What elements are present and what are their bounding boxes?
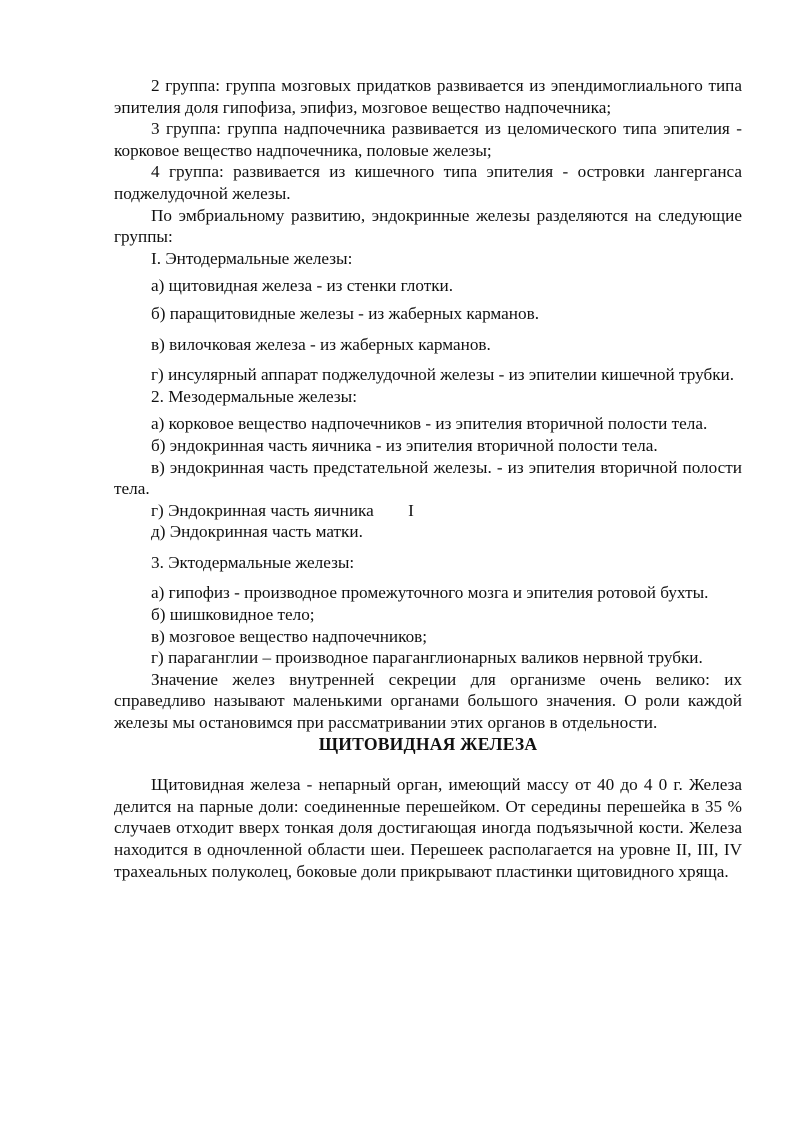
list-item-insular: г) инсулярный аппарат поджелудочной железы - из эпителии кишечной трубки. — [151, 365, 735, 385]
list-item-parathyroid: б) паращитовидные железы - из жаберных карманов. — [151, 303, 540, 323]
list-item-uterus: д) Эндокринная часть матки. — [151, 522, 363, 542]
paragraph-group-3: 3 группа: группа надпочечника развивается из целомического типа эпителия - корковое вещество надпочечника, половые железы; — [114, 119, 742, 160]
list-item-ovary-endocrine: г) Эндокринная часть яичника I — [151, 500, 414, 520]
list-item-pituitary: а) гипофиз - производное промежуточного мозга и эпителия ротовой бухты. — [151, 583, 709, 603]
list-item-adrenal-cortex: а) корковое вещество надпочечников - из эпителия вторичной полости тела. — [151, 414, 708, 434]
heading-mesodermal: 2. Мезодермальные железы: — [151, 386, 358, 406]
paragraph-significance: Значение желез внутренней секреции для организме очень велико: их справедливо называют маленькими органами большого значения. О роли каждой железы мы остановимся при рассматривании этих органов в отдельности. — [114, 669, 742, 733]
list-item-ovary: б) эндокринная часть яичника - из эпителия вторичной полости тела. — [151, 435, 658, 455]
list-item-paraganglia: г) параганглии – производное параганглионарных валиков нервной трубки. — [151, 648, 703, 668]
heading-ectodermal: 3. Эктодермальные железы: — [151, 552, 355, 572]
list-item-adrenal-medulla: в) мозговое вещество надпочечников; — [151, 626, 428, 646]
paragraph-group-2: 2 группа: группа мозговых придатков развивается из эпендимоглиального типа эпителия доля гипофиза, эпифиз, мозговое вещество надпочечника; — [114, 76, 742, 117]
heading-entodermal: I. Энтодермальные железы: — [151, 248, 353, 268]
paragraph-embryonic-intro: По эмбриальному развитию, эндокринные железы разделяются на следующие группы: — [114, 205, 742, 247]
list-item-thymus: в) вилочковая железа - из жаберных карманов. — [151, 334, 491, 354]
document-body — [114, 75, 742, 882]
list-item-pineal: б) шишковидное тело; — [151, 605, 315, 625]
list-item-thyroid: а) щитовидная железа - из стенки глотки. — [151, 276, 454, 296]
paragraph-group-4: 4 группа: развивается из кишечного типа эпителия - островки лангерганса поджелудочной железы. — [114, 162, 742, 203]
list-item-prostate: в) эндокринная часть предстательной железы. - из эпителия вторичной полости тела. — [114, 457, 742, 499]
paragraph-thyroid-description: Щитовидная железа - непарный орган, имеющий массу от 40 до 4 0 г. Железа делится на парные доли: соединенные перешейком. От середины перешейка в 35 % случаев отходит вверх тонкая доля достигающая иногда подъязычной кости. Железа находится в одночленной области шеи. Перешеек располагается на уровне II, III, IV трахеальных полуколец, боковые доли прикрывают пластинки щитовидного хряща. — [114, 775, 742, 881]
section-title: ЩИТОВИДНАЯ ЖЕЛЕЗА — [318, 733, 538, 754]
